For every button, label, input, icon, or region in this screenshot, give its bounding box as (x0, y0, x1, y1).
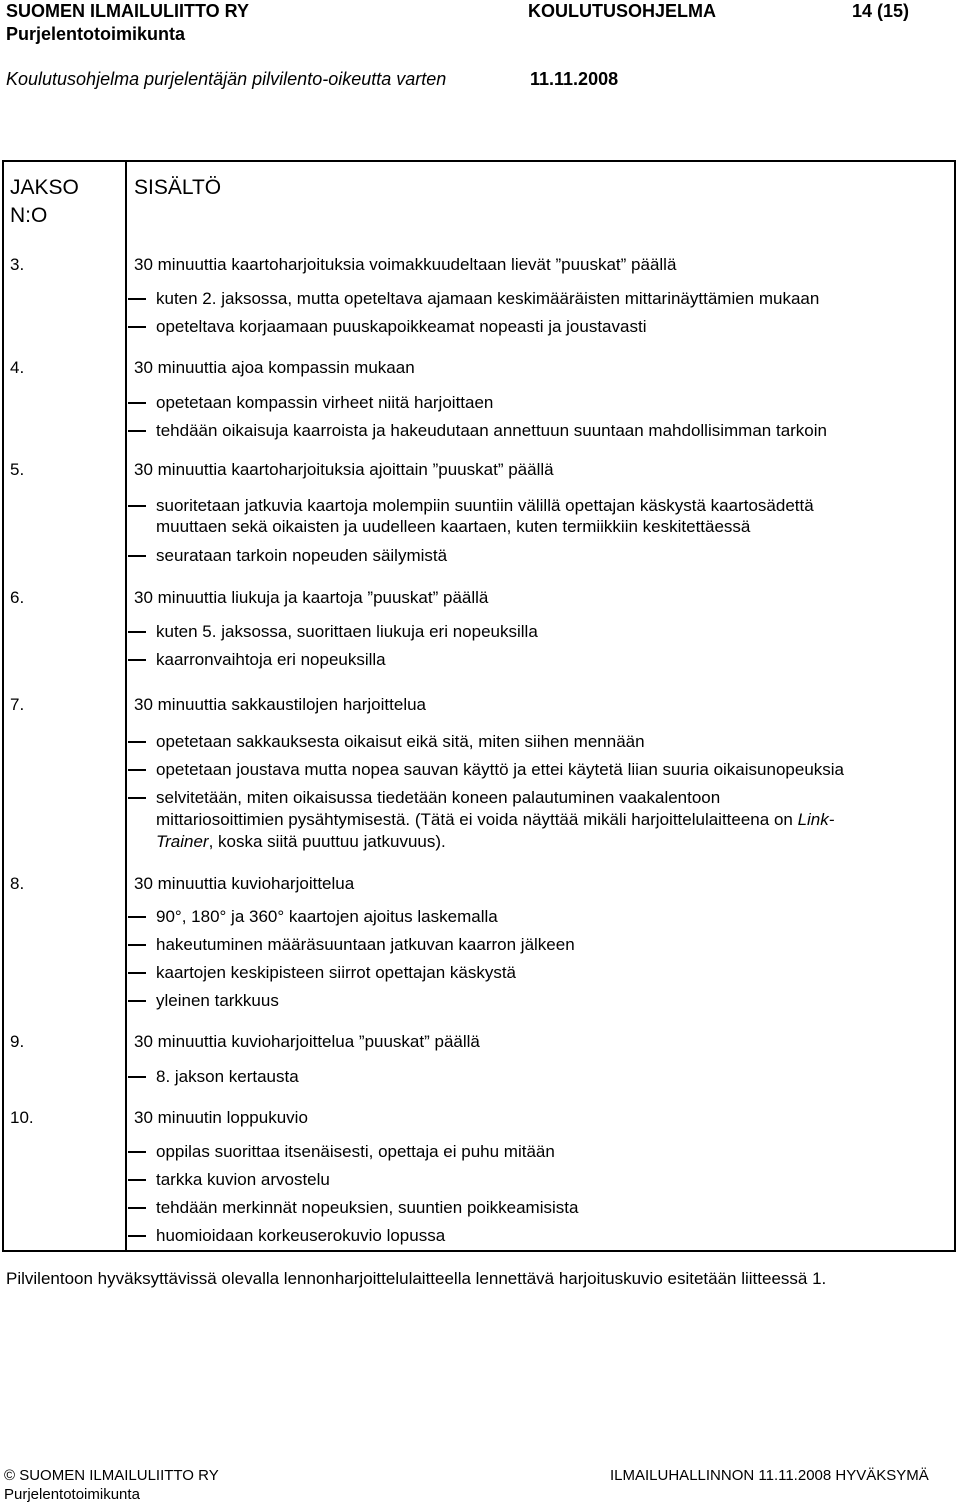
dash-bullet-icon (128, 555, 146, 557)
list-item: kuten 2. jaksossa, mutta opeteltava ajamaan keskimääräisten mittarinäyttämien mukaan (128, 288, 819, 310)
dash-bullet-icon (128, 659, 146, 661)
list-item: tarkka kuvion arvostelu (128, 1169, 330, 1191)
dash-bullet-icon (128, 769, 146, 771)
table-header-nro: N:O (10, 204, 48, 227)
section-title: 30 minuuttia sakkaustilojen harjoittelua (134, 695, 427, 714)
dash-bullet-icon (128, 1000, 146, 1002)
dash-bullet-icon (128, 1151, 146, 1153)
dash-bullet-icon (128, 944, 146, 946)
list-item: kuten 5. jaksossa, suorittaen liukuja eri nopeuksilla (128, 621, 538, 643)
header-org: SUOMEN ILMAILULIITTO RY (6, 1, 249, 21)
dash-bullet-icon (128, 298, 146, 300)
section-title: 30 minuuttia kuvioharjoittelua (134, 874, 355, 893)
list-item: opetetaan sakkauksesta oikaisut eikä sitä, miten siihen mennään (128, 731, 645, 753)
section-title: 30 minuuttia kaartoharjoituksia ajoittain ”puuskat” päällä (134, 460, 554, 479)
section-title: 30 minuutin loppukuvio (134, 1108, 308, 1127)
footer-copyright: © SUOMEN ILMAILULIITTO RY (4, 1467, 219, 1484)
table-column-divider (125, 160, 127, 1252)
section-number: 9. (10, 1032, 25, 1051)
dash-bullet-icon (128, 1076, 146, 1078)
dash-bullet-icon (128, 1207, 146, 1209)
list-item: yleinen tarkkuus (128, 990, 279, 1012)
list-item: suoritetaan jatkuvia kaartoja molempiin suuntiin välillä opettajan käskystä kaartosädettä (128, 495, 814, 517)
section-number: 8. (10, 874, 25, 893)
list-item: opetetaan joustava mutta nopea sauvan käyttö ja ettei käytetä liian suuria oikaisunopeuksia (128, 759, 844, 781)
footer-dept: Purjelentotoimikunta (4, 1486, 140, 1503)
list-item: opeteltava korjaamaan puuskapoikkeamat nopeasti ja joustavasti (128, 316, 646, 338)
dash-bullet-icon (128, 505, 146, 507)
section-number: 6. (10, 588, 25, 607)
list-item-continuation: muuttaen sekä oikaisten ja uudelleen kaartaen, kuten termiikkiin keskitettäessä (156, 517, 751, 536)
list-item: kaarronvaihtoja eri nopeuksilla (128, 649, 386, 671)
list-item: 90°, 180° ja 360° kaartojen ajoitus laskemalla (128, 906, 498, 928)
dash-bullet-icon (128, 972, 146, 974)
section-title: 30 minuuttia kaartoharjoituksia voimakkuudeltaan lievät ”puuskat” päällä (134, 255, 677, 274)
header-program: KOULUTUSOHJELMA (528, 1, 716, 21)
list-item: seurataan tarkoin nopeuden säilymistä (128, 545, 447, 567)
list-item: kaartojen keskipisteen siirrot opettajan käskystä (128, 962, 516, 984)
dash-bullet-icon (128, 1235, 146, 1237)
section-number: 5. (10, 460, 25, 479)
list-item: hakeutuminen määräsuuntaan jatkuvan kaarron jälkeen (128, 934, 575, 956)
dash-bullet-icon (128, 797, 146, 799)
dash-bullet-icon (128, 1179, 146, 1181)
header-date: 11.11.2008 (530, 69, 619, 89)
footnote: Pilvilentoon hyväksyttävissä olevalla lennonharjoittelulaitteella lennettävä harjoituskuvio esitetään liitteessä 1. (6, 1269, 827, 1288)
header-dept: Purjelentotoimikunta (6, 24, 186, 44)
list-item: oppilas suorittaa itsenäisesti, opettaja ei puhu mitään (128, 1141, 555, 1163)
header-page-number: 14 (15) (852, 1, 910, 21)
dash-bullet-icon (128, 402, 146, 404)
dash-bullet-icon (128, 430, 146, 432)
list-item: selvitetään, miten oikaisussa tiedetään koneen palautuminen vaakalentoon (128, 787, 720, 809)
list-item: tehdään merkinnät nopeuksien, suuntien poikkeamisista (128, 1197, 578, 1219)
list-item-continuation: mittariosoittimien pysähtymisestä. (Tätä ei voida näyttää mikäli harjoittelulaitteena on Link- (156, 810, 835, 829)
header-subtitle: Koulutusohjelma purjelentäjän pilvilento-oikeutta varten (6, 69, 447, 89)
dash-bullet-icon (128, 326, 146, 328)
list-item: huomioidaan korkeuserokuvio lopussa (128, 1225, 445, 1247)
list-item: 8. jakson kertausta (128, 1066, 299, 1088)
list-item: opetetaan kompassin virheet niitä harjoittaen (128, 392, 493, 414)
section-number: 10. (10, 1108, 34, 1127)
section-title: 30 minuuttia kuvioharjoittelua ”puuskat” päällä (134, 1032, 480, 1051)
section-number: 3. (10, 255, 25, 274)
list-item: tehdään oikaisuja kaarroista ja hakeudutaan annettuun suuntaan mahdollisimman tarkoin (128, 420, 827, 442)
section-number: 7. (10, 695, 25, 714)
dash-bullet-icon (128, 916, 146, 918)
dash-bullet-icon (128, 631, 146, 633)
section-number: 4. (10, 358, 25, 377)
table-header-sisalto: SISÄLTÖ (134, 176, 222, 199)
footer-approval: ILMAILUHALLINNON 11.11.2008 HYVÄKSYMÄ (610, 1467, 929, 1484)
section-title: 30 minuuttia ajoa kompassin mukaan (134, 358, 415, 377)
list-item-continuation: Trainer, koska siitä puuttuu jatkuvuus). (156, 832, 446, 851)
section-title: 30 minuuttia liukuja ja kaartoja ”puuskat” päällä (134, 588, 489, 607)
table-header-jakso: JAKSO (10, 176, 79, 199)
dash-bullet-icon (128, 741, 146, 743)
